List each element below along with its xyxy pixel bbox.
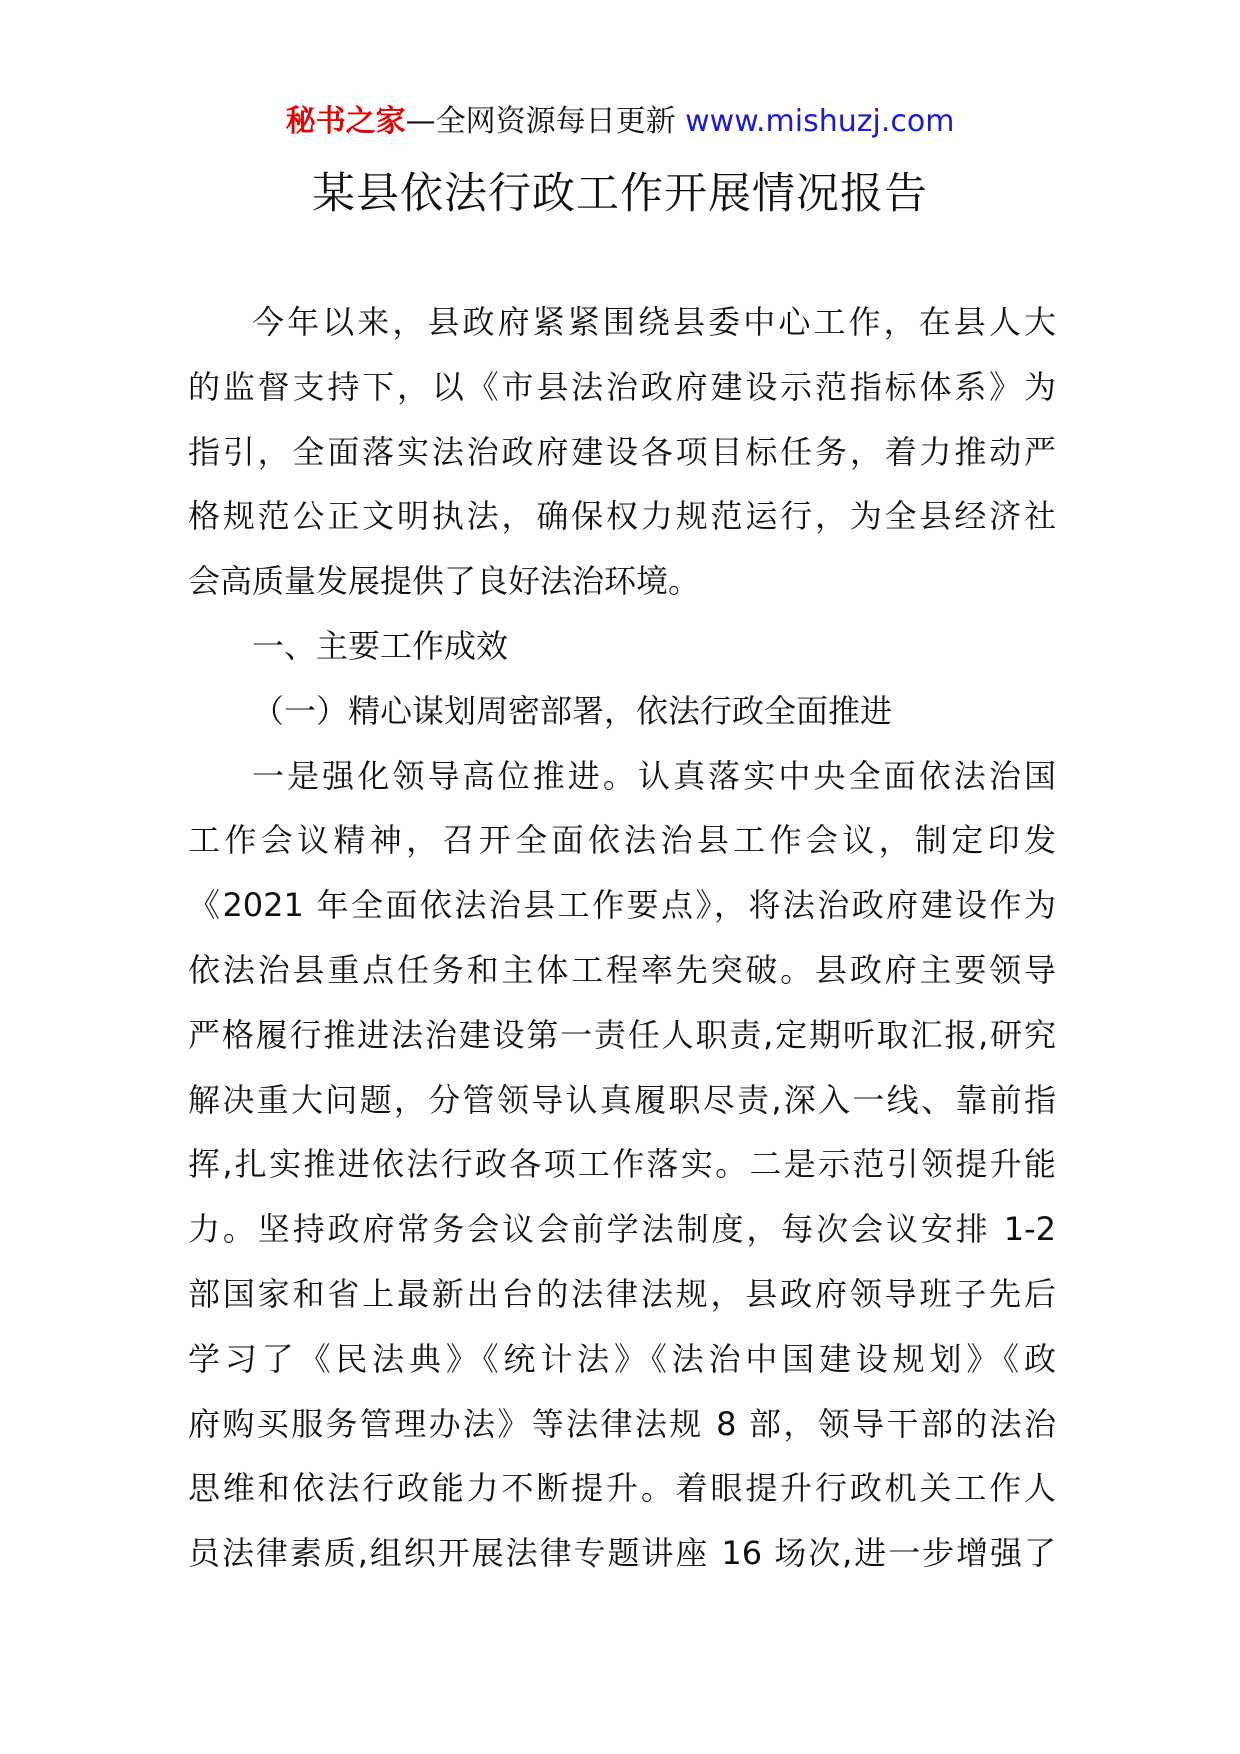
body-line: 《2021 年全面依法治县工作要点》，将法治政府建设作为 [188, 886, 1056, 925]
body-line: 指引，全面落实法治政府建设各项目标任务，着力推动严 [188, 432, 1056, 471]
body-line: 部国家和省上最新出台的法律法规，县政府领导班子先后 [188, 1274, 1056, 1313]
section-heading: 一、主要工作成效 [252, 626, 509, 665]
body-line: 挥,扎实推进依法行政各项工作落实。二是示范引领提升能 [188, 1145, 1056, 1184]
body-line: 府购买服务管理办法》等法律法规 8 部，领导干部的法治 [188, 1404, 1056, 1443]
body-line: 力。坚持政府常务会议会前学法制度，每次会议安排 1-2 [188, 1210, 1056, 1249]
header-banner [0, 100, 1240, 144]
document-body [188, 290, 1056, 1586]
body-line: 格规范公正文明执法，确保权力规范运行，为全县经济社 [188, 497, 1056, 536]
subsection-heading: （一）精心谋划周密部署，依法行政全面推进 [252, 691, 893, 730]
header-tagline: —全网资源每日更新 [405, 104, 676, 139]
body-line: 的监督支持下，以《市县法治政府建设示范指标体系》为 [188, 367, 1056, 406]
body-line: 思维和依法行政能力不断提升。着眼提升行政机关工作人 [188, 1469, 1056, 1508]
body-line: 严格履行推进法治建设第一责任人职责,定期听取汇报,研究 [188, 1015, 1056, 1054]
body-line: 工作会议精神，召开全面依法治县工作会议，制定印发 [188, 821, 1056, 860]
brand-name: 秘书之家 [285, 104, 406, 139]
site-url-link[interactable]: www.mishuzj.com [685, 104, 955, 139]
body-line: 今年以来，县政府紧紧围绕县委中心工作，在县人大 [252, 303, 1056, 341]
body-line: 依法治县重点任务和主体工程率先突破。县政府主要领导 [188, 950, 1056, 989]
body-line: 解决重大问题，分管领导认真履职尽责,深入一线、靠前指 [188, 1080, 1056, 1119]
body-line: 员法律素质,组织开展法律专题讲座 16 场次,进一步增强了 [188, 1534, 1056, 1573]
body-line: 学习了《民法典》《统计法》《法治中国建设规划》《政 [188, 1339, 1056, 1378]
document-title: 某县依法行政工作开展情况报告 [312, 169, 928, 219]
body-line: 一是强化领导高位推进。认真落实中央全面依法治国 [252, 756, 1056, 795]
body-line: 会高质量发展提供了良好法治环境。 [188, 562, 701, 601]
